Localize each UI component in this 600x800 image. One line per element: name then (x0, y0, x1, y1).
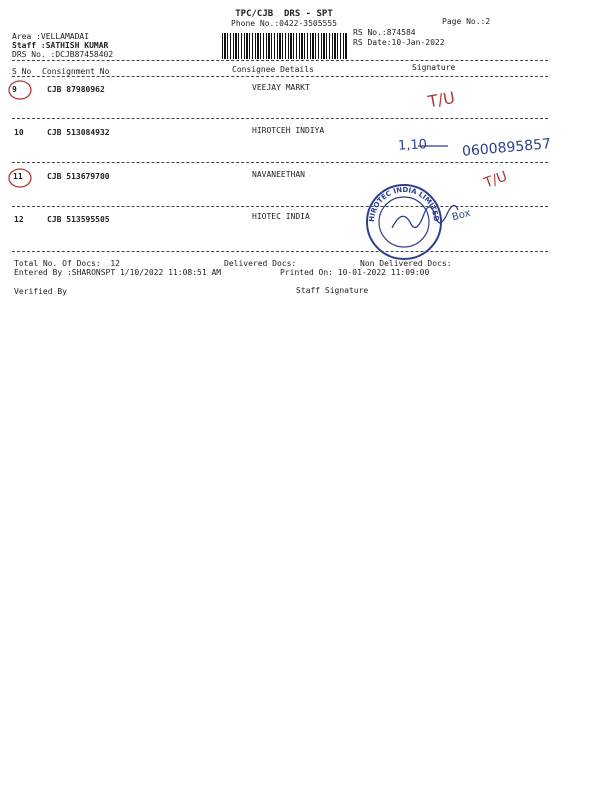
row-sno: 11 (13, 172, 23, 181)
total-docs: Total No. Of Docs: 12 (14, 259, 120, 268)
handwritten-mark-row11: T/U (481, 168, 510, 192)
document-title: TPC/CJB DRS - SPT (235, 9, 333, 19)
delivered-docs: Delivered Docs: (224, 259, 297, 268)
row-sno: 12 (14, 215, 24, 224)
row-consignee: HIOTEC INDIA (252, 212, 310, 221)
stamp-text: HIROTEC INDIA LIMITED (367, 185, 441, 223)
col-consignment: Consignment No (42, 67, 110, 76)
row-consignment: CJB 513084932 (47, 128, 110, 137)
handwritten-phone: 0600895857 (461, 136, 552, 160)
row-sno: 10 (14, 128, 24, 137)
row-consignee: NAVANEETHAN (252, 170, 305, 179)
row-consignment: CJB 513595505 (47, 215, 110, 224)
staff-signature: Staff Signature (296, 286, 369, 295)
printed-on: Printed On: 10-01-2022 11:09:00 (280, 268, 430, 277)
rs-number: RS No.:874584 (353, 28, 416, 37)
non-delivered-docs: Non Delivered Docs: (360, 259, 452, 268)
handwritten-box-note: Box (450, 207, 472, 224)
col-signature: Signature (412, 63, 456, 72)
page-number: Page No.:2 (442, 17, 491, 26)
phone-number: Phone No.:0422-3505555 (231, 19, 337, 28)
stamp-inner (379, 197, 429, 247)
row-consignment: CJB 87980962 (47, 85, 105, 94)
col-sno: S No (12, 67, 32, 76)
staff-label: Staff :SATHISH KUMAR (12, 41, 109, 50)
sno-11-circle (9, 169, 31, 187)
area-label: Area :VELLAMADAI (12, 32, 90, 41)
verified-by: Verified By (14, 287, 67, 296)
col-consignee: Consignee Details (232, 65, 314, 74)
handwritten-mark-row9: T/U (426, 87, 457, 112)
handwritten-mark-row10: 1,10 (397, 137, 428, 154)
row-sno: 9 (12, 85, 17, 94)
drs-number: DRS No. :DCJB87458402 (12, 50, 114, 59)
row-consignment: CJB 513679700 (47, 172, 110, 181)
row-consignee: HIROTCEH INDIYA (252, 126, 325, 135)
stamp-outer (367, 185, 441, 259)
row-consignee: VEEJAY MARKT (252, 83, 310, 92)
entered-by: Entered By :SHARONSPT 1/10/2022 11:08:51 AM (14, 268, 222, 277)
rs-date: RS Date:10-Jan-2022 (353, 38, 445, 47)
sno-9-circle (9, 81, 31, 99)
